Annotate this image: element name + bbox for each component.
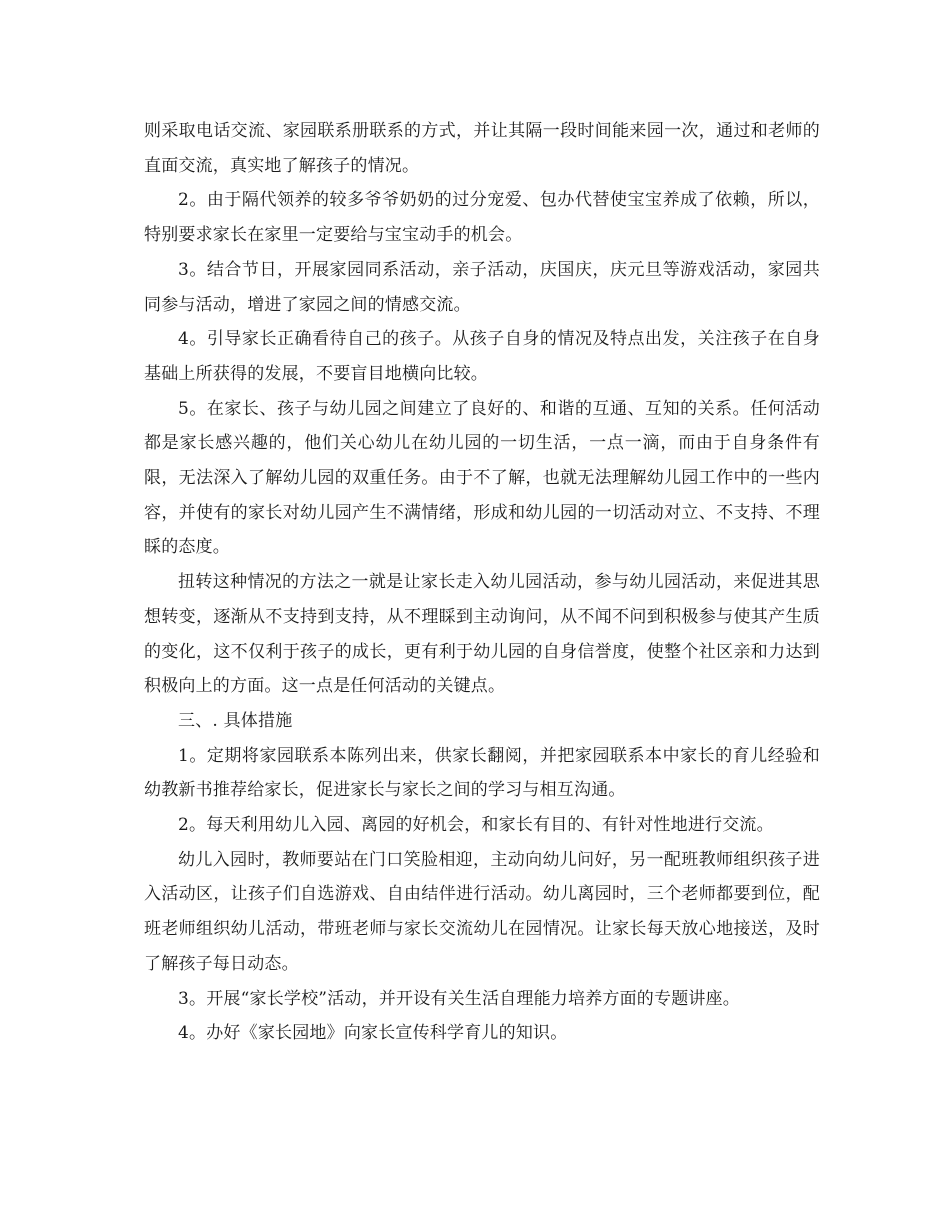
paragraph-reverse-situation: 扭转这种情况的方法之一就是让家长走入幼儿园活动，参与幼儿园活动，来促进其思想转变，逐渐从不支持到支持，从不理睬到主动询问，从不闻不问到积极参与使其产生质的变化，这不仅利于孩子的成长，更有利于幼儿园的自身信誉度，使整个社区亲和力达到积极向上的方面。这一点是任何活动的关键点。 bbox=[144, 572, 820, 697]
paragraph-item-2-grandparents: 2。由于隔代领养的较多爷爷奶奶的过分宠爱、包办代替使宝宝养成了依赖，所以，特别要求家长在家里一定要给与宝宝动手的机会。 bbox=[144, 190, 820, 246]
paragraph-measure-3: 3。开展“家长学校”活动，并开设有关生活自理能力培养方面的专题讲座。 bbox=[178, 988, 740, 1009]
paragraph-measure-1: 1。定期将家园联系本陈列出来，供家长翻阅，并把家园联系本中家长的育儿经验和幼教新书推荐给家长，促进家长与家长之间的学习与相互沟通。 bbox=[144, 745, 820, 801]
paragraph-measure-2: 2。每天利用幼儿入园、离园的好机会，和家长有目的、有针对性地进行交流。 bbox=[178, 815, 774, 836]
section-heading-measures: 三、. 具体措施 bbox=[178, 710, 293, 731]
paragraph-arrival-departure: 幼儿入园时，教师要站在门口笑脸相迎，主动向幼儿问好，另一配班教师组织孩子进入活动区，让孩子们自选游戏、自由结伴进行活动。幼儿离园时，三个老师都要到位，配班老师组织幼儿活动，带班老师与家长交流幼儿在园情况。让家长每天放心地接送，及时了解孩子每日动态。 bbox=[144, 849, 820, 974]
paragraph-item-4-view-child: 4。引导家长正确看待自己的孩子。从孩子自身的情况及特点出发，关注孩子在自身基础上所获得的发展，不要盲目地横向比较。 bbox=[144, 329, 820, 384]
paragraph-phone-contact: 则采取电话交流、家园联系册联系的方式，并让其隔一段时间能来园一次，通过和老师的直面交流，真实地了解孩子的情况。 bbox=[144, 121, 820, 176]
paragraph-measure-4: 4。办好《家长园地》向家长宣传科学育儿的知识。 bbox=[178, 1023, 568, 1044]
paragraph-item-5-relationship: 5。在家长、孩子与幼儿园之间建立了良好的、和谐的互通、互知的关系。任何活动都是家长感兴趣的，他们关心幼儿在幼儿园的一切生活，一点一滴，而由于自身条件有限，无法深入了解幼儿园的双重任务。由于不了解，也就无法理解幼儿园工作中的一些内容，并使有的家长对幼儿园产生不满情绪，形成和幼儿园的一切活动对立、不支持、不理睬的态度。 bbox=[144, 398, 820, 558]
paragraph-item-3-holidays: 3。结合节日，开展家园同系活动，亲子活动，庆国庆，庆元旦等游戏活动，家园共同参与活动，增进了家园之间的情感交流。 bbox=[144, 259, 820, 315]
